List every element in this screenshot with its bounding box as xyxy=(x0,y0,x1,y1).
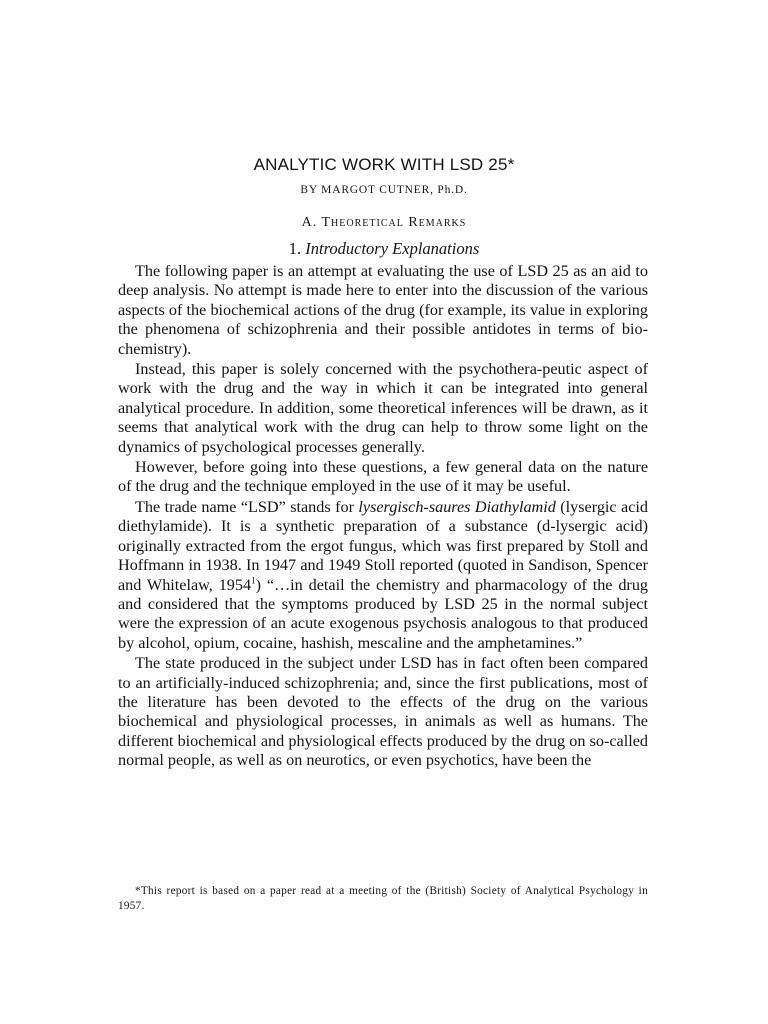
paragraph-4-italic-term: lysergisch-saures Diathylamid xyxy=(358,497,556,516)
paragraph-4 xyxy=(118,498,648,653)
subsection-heading xyxy=(0,239,768,259)
paragraph-1: The following paper is an attempt at evaluating the use of LSD 25 as an aid to deep analysis. No attempt is made here to enter into the discussion of the various aspects of the biochemical actions of the drug (for example, its value in exploring the phenomena of schizophrenia and their possible antidotes in terms of bio-chemistry). xyxy=(118,262,648,358)
paragraph-4-body: (lysergic acid diethylamide). It is a synthetic preparation of a substance (d-lysergic acid) originally extracted from the ergot fungus, which was first prepared by Stoll and Hoffmann in 1938. In 1947 and 1949 Stoll reported (quoted in Sandison, Spencer and Whitelaw, 1954 xyxy=(118,497,648,594)
citation-superscript: 1 xyxy=(251,575,256,586)
footnote-text: *This report is based on a paper read at a meeting of the (British) Society of Analytical Psychology in 1957. xyxy=(118,885,648,912)
article-title: ANALYTIC WORK WITH LSD 25* xyxy=(253,155,515,174)
paragraph-4-quote: ) “…in detail the chemistry and pharmacology of the drug and considered that the symptoms produced by LSD 25 in the normal subject were the expression of an acute exogenous psychosis analogous to that produced by alcohol, opium, cocaine, hashish, mescaline and the amphetamines.” xyxy=(118,575,649,652)
paragraph-5: The state produced in the subject under LSD has in fact often been compared to an artificially-induced schizophrenia; and, since the first publications, most of the literature has been devoted to the effects of the drug on the various biochemical and physiological processes, in animals as well as humans. The different biochemical and physiological effects produced by the drug on so-called normal people, as well as on neurotics, or even psychotics, have been the xyxy=(118,654,648,770)
author-byline: BY MARGOT CUTNER, Ph.D. xyxy=(300,184,468,196)
paragraph-2: Instead, this paper is solely concerned with the psychothera-peutic aspect of work with the drug and the way in which it can be integrated into general analytical procedure. In addition, some theoretical inferences will be drawn, as it seems that analytical work with the drug can help to throw some light on the dynamics of psychological processes generally. xyxy=(118,360,648,456)
subsection-number: 1. xyxy=(288,239,302,258)
body-text xyxy=(118,262,648,772)
subsection-title: Introductory Explanations xyxy=(305,239,480,258)
footnote xyxy=(118,884,648,914)
paragraph-4-lead: The trade name “LSD” stands for xyxy=(135,497,359,516)
section-heading: A. Theoretical Remarks xyxy=(301,215,467,230)
paragraph-3: However, before going into these questions, a few general data on the nature of the drug and the technique employed in the use of it may be useful. xyxy=(118,458,648,496)
